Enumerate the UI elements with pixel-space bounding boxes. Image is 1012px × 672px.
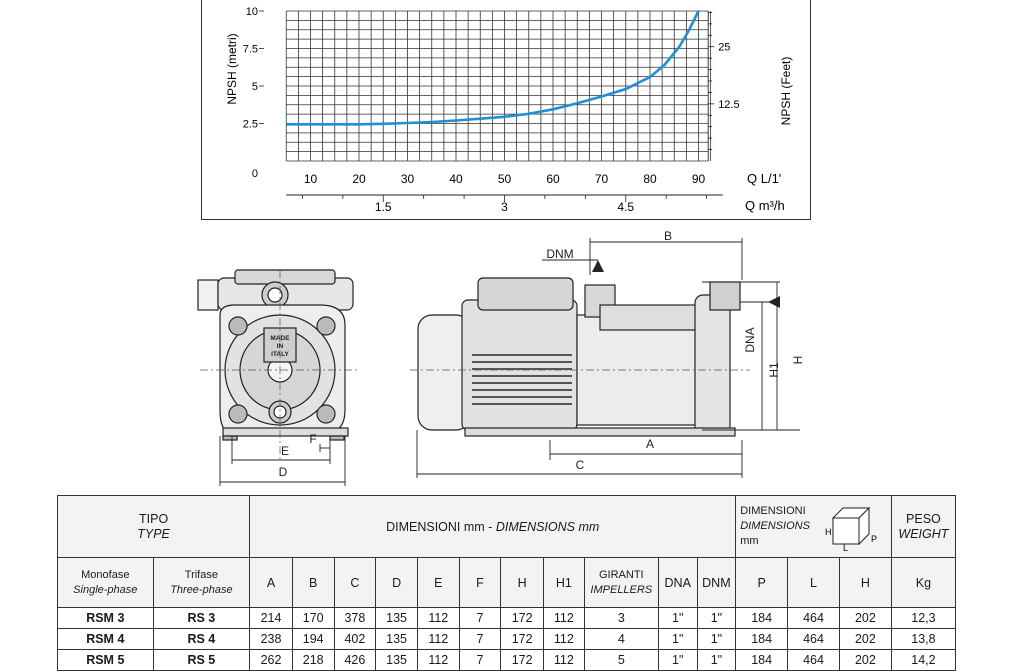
dim-label-c: C xyxy=(575,458,585,472)
cell-mono: RSM 3 xyxy=(58,608,154,629)
pack-dim-label: DIMENSIONI xyxy=(740,505,806,517)
y-axis-label-right: NPSH (Feet) xyxy=(779,56,793,126)
cell-p: 184 xyxy=(736,608,788,629)
col-p: P xyxy=(736,558,788,608)
cell-p: 184 xyxy=(736,629,788,650)
pump-technical-drawing xyxy=(180,229,805,490)
table-subheader-row xyxy=(58,558,956,608)
tipo-label: TIPO xyxy=(139,511,169,526)
cell-a: 262 xyxy=(250,650,293,671)
col-dna: DNA xyxy=(658,558,697,608)
cell-mono: RSM 5 xyxy=(58,650,154,671)
cell-giranti: 5 xyxy=(584,650,658,671)
dim-label-f: F xyxy=(309,432,317,446)
plate-line-1: MADE xyxy=(270,335,290,342)
cell-kg: 13,8 xyxy=(891,629,955,650)
dna-arrow-icon xyxy=(768,296,780,308)
cell-e: 112 xyxy=(417,650,459,671)
cell-h1: 112 xyxy=(544,629,585,650)
cell-dnm: 1" xyxy=(697,608,736,629)
cell-dnm: 1" xyxy=(697,629,736,650)
col-h: H xyxy=(501,558,544,608)
dim-label-a: A xyxy=(645,437,655,451)
col-kg: Kg xyxy=(891,558,955,608)
x-tick-label: 40 xyxy=(449,172,463,186)
cell-pack-h: 202 xyxy=(839,629,891,650)
m3h-tick-label: 4.5 xyxy=(617,200,635,214)
y-axis-label-left: NPSH (metri) xyxy=(225,33,239,105)
x-tick-label: 50 xyxy=(497,172,512,186)
cell-a: 214 xyxy=(250,608,293,629)
table-row xyxy=(58,608,956,629)
dim-label-d: D xyxy=(278,465,288,479)
dimensions-label: DIMENSIONS mm xyxy=(495,519,600,534)
col-dnm: DNM xyxy=(697,558,736,608)
table-header-row xyxy=(58,496,956,558)
dim-label-b: B xyxy=(663,229,673,243)
npsh-chart-panel xyxy=(201,0,811,220)
cell-giranti: 3 xyxy=(584,608,658,629)
cell-h1: 112 xyxy=(544,650,585,671)
x-tick-label: 70 xyxy=(594,172,609,186)
x-tick-label: 80 xyxy=(643,172,657,186)
cell-dna: 1" xyxy=(658,629,697,650)
three-phase-label: Three-phase xyxy=(170,583,233,596)
col-c: C xyxy=(334,558,376,608)
box-icon-h: H xyxy=(824,526,832,537)
cell-l: 464 xyxy=(788,608,840,629)
table-row xyxy=(58,650,956,671)
y-tick-label-left: 0 xyxy=(251,168,258,180)
cell-f: 7 xyxy=(459,629,501,650)
header-packing xyxy=(736,496,892,558)
cell-f: 7 xyxy=(459,608,501,629)
y-tick-label-left: 7.5 xyxy=(242,43,258,56)
package-box-icon xyxy=(821,502,883,552)
chart-grid xyxy=(286,11,710,161)
cell-l: 464 xyxy=(788,629,840,650)
dim-label-dnm: DNM xyxy=(546,247,574,261)
impellers-label: IMPELLERS xyxy=(590,583,653,596)
cell-tri: RS 5 xyxy=(153,650,250,671)
x-tick-label: 30 xyxy=(400,172,415,186)
y-tick-label-left: 10 xyxy=(245,6,258,18)
cell-d: 135 xyxy=(376,629,418,650)
cell-h: 172 xyxy=(501,629,544,650)
npsh-chart xyxy=(202,0,812,221)
plate-line-2: IN xyxy=(276,343,284,350)
dimensioni-label: DIMENSIONI mm - xyxy=(386,519,496,534)
dim-label-e: E xyxy=(280,444,290,458)
cell-kg: 14,2 xyxy=(891,650,955,671)
x-axis-label-m3h: Q m³/h xyxy=(745,198,785,213)
col-trifase xyxy=(153,558,250,608)
dim-label-h: H xyxy=(791,355,805,365)
col-e: E xyxy=(417,558,459,608)
cell-kg: 12,3 xyxy=(891,608,955,629)
cell-b: 218 xyxy=(292,650,334,671)
table-row xyxy=(58,629,956,650)
x-tick-label: 10 xyxy=(303,172,318,186)
cell-f: 7 xyxy=(459,650,501,671)
cell-giranti: 4 xyxy=(584,629,658,650)
x-axis-label-lpm: Q L/1' xyxy=(747,171,782,186)
header-weight xyxy=(891,496,955,558)
cell-tri: RS 3 xyxy=(153,608,250,629)
x-tick-label: 60 xyxy=(546,172,560,186)
x-tick-label: 20 xyxy=(352,172,366,186)
cell-a: 238 xyxy=(250,629,293,650)
box-icon-p: P xyxy=(870,533,877,544)
cell-p: 184 xyxy=(736,650,788,671)
dimensions-table xyxy=(57,495,956,671)
x-tick-label: 90 xyxy=(691,172,706,186)
col-a: A xyxy=(250,558,293,608)
pack-unit-label: mm xyxy=(740,535,759,547)
cell-c: 426 xyxy=(334,650,376,671)
cell-b: 194 xyxy=(292,629,334,650)
cell-l: 464 xyxy=(788,650,840,671)
header-dimensions xyxy=(250,496,736,558)
cell-c: 378 xyxy=(334,608,376,629)
cell-b: 170 xyxy=(292,608,334,629)
chart-ticks xyxy=(243,6,740,214)
cell-d: 135 xyxy=(376,650,418,671)
pump-side-view xyxy=(418,278,740,436)
pack-dim-en-label: DIMENSIONS xyxy=(740,520,810,532)
trifase-label: Trifase xyxy=(184,568,218,581)
col-d: D xyxy=(376,558,418,608)
y-tick-label-left: 2.5 xyxy=(242,118,258,131)
col-h1: H1 xyxy=(544,558,585,608)
cell-d: 135 xyxy=(376,608,418,629)
cell-dna: 1" xyxy=(658,650,697,671)
cell-dnm: 1" xyxy=(697,650,736,671)
col-giranti xyxy=(584,558,658,608)
dim-label-h1: H1 xyxy=(767,362,781,378)
col-pack-h: H xyxy=(839,558,891,608)
cell-tri: RS 4 xyxy=(153,629,250,650)
type-label: TYPE xyxy=(137,526,170,541)
y-tick-label-left: 5 xyxy=(251,81,258,93)
col-f: F xyxy=(459,558,501,608)
giranti-label: GIRANTI xyxy=(598,568,644,581)
cell-h: 172 xyxy=(501,650,544,671)
cell-h1: 112 xyxy=(544,608,585,629)
cell-pack-h: 202 xyxy=(839,608,891,629)
cell-dna: 1" xyxy=(658,608,697,629)
y-tick-label-right: 12.5 xyxy=(718,98,740,111)
cell-e: 112 xyxy=(417,629,459,650)
col-b: B xyxy=(292,558,334,608)
header-tipo xyxy=(58,496,250,558)
box-icon-l: L xyxy=(842,542,848,553)
cell-pack-h: 202 xyxy=(839,650,891,671)
weight-label: WEIGHT xyxy=(898,526,949,541)
cell-h: 172 xyxy=(501,608,544,629)
y-tick-label-right: 25 xyxy=(718,41,731,54)
m3h-tick-label: 3 xyxy=(501,200,508,214)
dim-label-dna: DNA xyxy=(743,327,757,353)
plate-line-3: ITALY xyxy=(271,351,289,358)
single-phase-label: Single-phase xyxy=(73,583,138,596)
cell-c: 402 xyxy=(334,629,376,650)
monofase-label: Monofase xyxy=(81,568,130,581)
cell-e: 112 xyxy=(417,608,459,629)
col-l: L xyxy=(788,558,840,608)
col-monofase xyxy=(58,558,154,608)
pump-drawing-svg xyxy=(180,229,805,490)
peso-label: PESO xyxy=(906,511,941,526)
cell-mono: RSM 4 xyxy=(58,629,154,650)
dnm-arrow-icon xyxy=(592,260,604,272)
m3h-tick-label: 1.5 xyxy=(374,200,392,214)
